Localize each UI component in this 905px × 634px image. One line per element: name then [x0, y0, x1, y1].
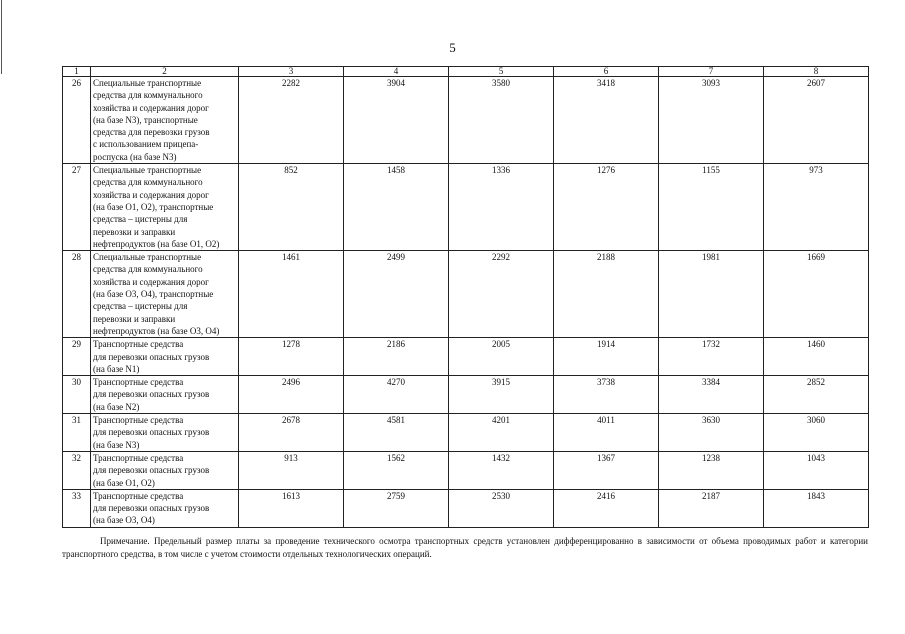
vehicle-category-line: для перевозки опасных грузов: [93, 389, 210, 400]
vehicle-category-line: (на базе O1, O2): [93, 477, 155, 488]
vehicle-category-line: для перевозки опасных грузов: [93, 465, 210, 476]
vehicle-category-line: (на базе N3): [93, 439, 140, 450]
fee-value-cell: 1460: [764, 338, 869, 376]
vehicle-category-line: (на базе N2): [93, 401, 140, 412]
table-row: [63, 414, 869, 452]
fee-value-cell: 1238: [659, 451, 764, 489]
fee-value-cell: 3580: [449, 77, 554, 164]
vehicle-category-line: (на базе N3), транспортные: [93, 114, 198, 125]
vehicle-category-line: (на базе O1, O2), транспортные: [93, 201, 214, 212]
fee-value-cell: 1155: [659, 164, 764, 251]
vehicle-category-line: (на базе O3, O4): [93, 515, 155, 526]
fee-value-cell: 3384: [659, 376, 764, 414]
fee-value-cell: 1432: [449, 451, 554, 489]
vehicle-category-line: Транспортные средства: [93, 339, 184, 350]
fee-value-cell: 1669: [764, 251, 869, 338]
fee-value-cell: 1613: [239, 489, 344, 527]
fee-value-cell: 2496: [239, 376, 344, 414]
fee-value-cell: 3418: [554, 77, 659, 164]
vehicle-category-line: средства для коммунального: [93, 264, 203, 275]
fee-value-cell: 3060: [764, 414, 869, 452]
fee-value-cell: 4270: [344, 376, 449, 414]
vehicle-category-line: Специальные транспортные: [93, 78, 202, 88]
vehicle-category-line: средства для коммунального: [93, 177, 203, 188]
vehicle-category-line: нефтепродуктов (на базе O3, O4): [93, 325, 220, 336]
fee-value-cell: 2282: [239, 77, 344, 164]
vehicle-category-line: средства для коммунального: [93, 90, 203, 101]
vehicle-category-cell: [91, 489, 239, 527]
vehicle-category-line: перевозки и заправки: [93, 226, 176, 237]
fee-value-cell: 2416: [554, 489, 659, 527]
vehicle-category-line: роспуска (на базе N3): [93, 151, 177, 162]
table-row: [63, 164, 869, 251]
vehicle-category-cell: [91, 376, 239, 414]
row-number-cell: 33: [63, 489, 91, 527]
fee-value-cell: 913: [239, 451, 344, 489]
vehicle-category-cell: [91, 414, 239, 452]
vehicle-category-line: средства – цистерны для: [93, 301, 188, 312]
fee-value-cell: 1461: [239, 251, 344, 338]
fee-value-cell: 3904: [344, 77, 449, 164]
column-header: 3: [239, 67, 344, 77]
fee-value-cell: 1336: [449, 164, 554, 251]
fee-value-cell: 2678: [239, 414, 344, 452]
fee-value-cell: 2292: [449, 251, 554, 338]
fee-value-cell: 4201: [449, 414, 554, 452]
column-header: 1: [63, 67, 91, 77]
vehicle-category-line: хозяйства и содержания дорог: [93, 276, 209, 287]
fee-value-cell: 852: [239, 164, 344, 251]
vehicle-category-cell: [91, 77, 239, 164]
fee-value-cell: 1043: [764, 451, 869, 489]
fee-value-cell: 1732: [659, 338, 764, 376]
scan-edge-line: [1, 0, 2, 74]
fee-value-cell: 2852: [764, 376, 869, 414]
vehicle-category-cell: [91, 251, 239, 338]
fee-value-cell: 4011: [554, 414, 659, 452]
column-header: 2: [91, 67, 239, 77]
fee-value-cell: 1367: [554, 451, 659, 489]
column-header: 4: [344, 67, 449, 77]
fee-value-cell: 2186: [344, 338, 449, 376]
footnote: Примечание. Предельный размер платы за проведение технического осмотра транспортных средств установлен дифференцированно в зависимости от объема проводимых работ и категории транспортного средства, в том числе с учетом стоимости отдельных технологических операций.: [62, 536, 868, 559]
vehicle-category-line: средства – цистерны для: [93, 214, 188, 225]
vehicle-category-line: средства для перевозки грузов: [93, 127, 210, 138]
table-row: [63, 338, 869, 376]
column-header: 7: [659, 67, 764, 77]
vehicle-category-line: для перевозки опасных грузов: [93, 427, 210, 438]
row-number-cell: 31: [63, 414, 91, 452]
vehicle-category-line: Специальные транспортные: [93, 165, 202, 176]
fee-value-cell: 2188: [554, 251, 659, 338]
vehicle-category-line: Специальные транспортные: [93, 252, 202, 263]
fee-value-cell: 1562: [344, 451, 449, 489]
table-body: [63, 67, 869, 528]
column-header: 6: [554, 67, 659, 77]
vehicle-category-line: хозяйства и содержания дорог: [93, 102, 209, 113]
vehicle-category-line: с использованием прицепа-: [93, 139, 199, 150]
vehicle-category-line: нефтепродуктов (на базе O1, O2): [93, 238, 220, 249]
fee-value-cell: 3915: [449, 376, 554, 414]
page-number: 5: [449, 40, 456, 55]
row-number-cell: 32: [63, 451, 91, 489]
vehicle-category-line: Транспортные средства: [93, 377, 184, 388]
vehicle-category-line: (на базе O3, O4), транспортные: [93, 289, 214, 300]
row-number-cell: 26: [63, 77, 91, 164]
vehicle-category-line: для перевозки опасных грузов: [93, 503, 210, 514]
fee-value-cell: 2005: [449, 338, 554, 376]
fee-value-cell: 1458: [344, 164, 449, 251]
row-number-cell: 28: [63, 251, 91, 338]
vehicle-category-cell: [91, 451, 239, 489]
table-row: [63, 251, 869, 338]
table-header-row: [63, 67, 869, 77]
vehicle-category-line: Транспортные средства: [93, 452, 184, 463]
vehicle-category-line: хозяйства и содержания дорог: [93, 189, 209, 200]
vehicle-category-cell: [91, 164, 239, 251]
fee-value-cell: 3738: [554, 376, 659, 414]
vehicle-category-line: для перевозки опасных грузов: [93, 351, 210, 362]
fee-value-cell: 2530: [449, 489, 554, 527]
fee-value-cell: 1843: [764, 489, 869, 527]
fee-value-cell: 2759: [344, 489, 449, 527]
vehicle-category-line: Транспортные средства: [93, 490, 184, 501]
row-number-cell: 27: [63, 164, 91, 251]
fee-value-cell: 2499: [344, 251, 449, 338]
vehicle-category-cell: [91, 338, 239, 376]
fee-value-cell: 973: [764, 164, 869, 251]
vehicle-category-line: перевозки и заправки: [93, 313, 176, 324]
fee-value-cell: 1278: [239, 338, 344, 376]
fee-table: [62, 66, 869, 528]
fee-value-cell: 3093: [659, 77, 764, 164]
fee-value-cell: 2187: [659, 489, 764, 527]
vehicle-category-line: Транспортные средства: [93, 415, 184, 426]
vehicle-category-line: (на базе N1): [93, 363, 140, 374]
table-row: [63, 376, 869, 414]
table-row: [63, 77, 869, 164]
column-header: 8: [764, 67, 869, 77]
row-number-cell: 30: [63, 376, 91, 414]
table-row: [63, 489, 869, 527]
row-number-cell: 29: [63, 338, 91, 376]
fee-value-cell: 1276: [554, 164, 659, 251]
column-header: 5: [449, 67, 554, 77]
fee-value-cell: 3630: [659, 414, 764, 452]
table-row: [63, 451, 869, 489]
fee-value-cell: 4581: [344, 414, 449, 452]
fee-value-cell: 1981: [659, 251, 764, 338]
fee-value-cell: 2607: [764, 77, 869, 164]
fee-value-cell: 1914: [554, 338, 659, 376]
